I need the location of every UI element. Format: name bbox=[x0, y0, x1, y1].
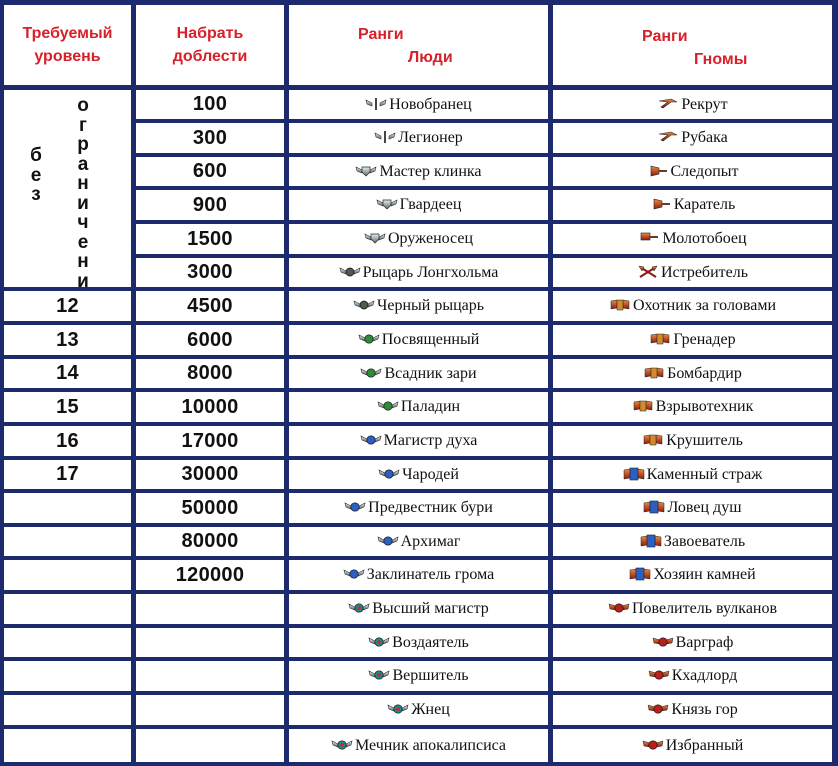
dwarf-rank-cell bbox=[553, 729, 832, 762]
gem-crest-icon bbox=[368, 668, 390, 682]
dwarf-rank-name: Бомбардир bbox=[667, 364, 742, 382]
valor-value: 6000 bbox=[187, 328, 233, 351]
dwarf-rank-cell bbox=[553, 493, 832, 523]
human-rank-name: Магистр духа bbox=[383, 432, 478, 449]
header-dwarves-line1: Ранги bbox=[642, 28, 688, 45]
tower-banner-icon bbox=[623, 467, 645, 481]
dwarf-rank-cell bbox=[553, 594, 832, 624]
tower-banner-icon bbox=[640, 534, 662, 548]
human-rank-name: Рыцарь Лонгхольма bbox=[362, 263, 499, 281]
human-rank-name: Всадник зари bbox=[384, 364, 477, 382]
valor-cell bbox=[136, 190, 284, 220]
winged-crest-icon bbox=[353, 298, 375, 312]
human-rank-name: Вершитель bbox=[392, 667, 469, 684]
human-rank-cell bbox=[289, 695, 548, 725]
level-value: 12 bbox=[56, 294, 79, 317]
pick-icon bbox=[657, 97, 679, 111]
level-cell bbox=[4, 359, 131, 388]
human-rank-cell bbox=[289, 426, 548, 456]
gem-crest-icon bbox=[387, 702, 409, 716]
green-crest-icon bbox=[360, 366, 382, 380]
dwarf-rank-name: Повелитель вулканов bbox=[631, 600, 778, 617]
dwarf-rank-name: Истребитель bbox=[660, 263, 749, 281]
dwarf-rank-name: Охотник за головами bbox=[632, 297, 777, 314]
dwarf-rank-name: Хозяин камней bbox=[653, 566, 756, 583]
level-value: 14 bbox=[56, 362, 79, 384]
dwarf-rank-cell bbox=[553, 392, 832, 422]
human-rank-name: Легионер bbox=[398, 129, 463, 146]
red-crest-icon bbox=[647, 702, 669, 716]
human-rank-name: Черный рыцарь bbox=[376, 297, 485, 314]
blue-crest-icon bbox=[377, 534, 399, 548]
winged-crest-icon bbox=[339, 265, 361, 279]
valor-cell bbox=[136, 392, 284, 422]
no-limit-word-1: б е з bbox=[30, 145, 42, 205]
valor-value: 50000 bbox=[181, 496, 239, 519]
dwarf-rank-name: Ловец душ bbox=[667, 499, 742, 516]
valor-cell bbox=[136, 123, 284, 153]
valor-value: 120000 bbox=[175, 563, 245, 586]
human-rank-cell bbox=[289, 628, 548, 657]
valor-value: 100 bbox=[192, 93, 228, 115]
level-cell bbox=[4, 325, 131, 355]
axe-icon bbox=[647, 164, 669, 178]
human-rank-name: Заклинатель грома bbox=[366, 566, 495, 583]
header-valor-line1: Набрать bbox=[176, 25, 244, 42]
dwarf-rank-cell bbox=[553, 527, 832, 556]
winged-shield-icon bbox=[376, 197, 398, 211]
valor-cell bbox=[136, 224, 284, 254]
header-valor-line2: доблести bbox=[172, 48, 248, 65]
human-rank-name: Воздаятель bbox=[392, 633, 469, 651]
valor-cell bbox=[136, 325, 284, 355]
red-crest-icon bbox=[608, 601, 630, 615]
hammer-icon bbox=[638, 231, 660, 245]
red-crest-icon bbox=[642, 738, 664, 752]
blue-crest-icon bbox=[360, 433, 382, 447]
valor-value: 3000 bbox=[187, 261, 233, 283]
level-cell bbox=[4, 493, 131, 523]
human-rank-cell bbox=[289, 493, 548, 523]
human-rank-cell bbox=[289, 594, 548, 624]
human-rank-name: Оруженосец bbox=[388, 230, 473, 247]
header-dwarves bbox=[553, 5, 832, 85]
human-rank-cell bbox=[289, 224, 548, 254]
level-cell bbox=[4, 392, 131, 422]
human-rank-name: Посвященный bbox=[381, 331, 480, 348]
dwarf-rank-cell bbox=[553, 460, 832, 489]
dwarf-rank-name: Взрывотехник bbox=[655, 398, 754, 415]
human-rank-cell bbox=[289, 560, 548, 590]
dwarf-rank-cell bbox=[553, 224, 832, 254]
blue-crest-icon bbox=[343, 567, 365, 581]
valor-value: 30000 bbox=[181, 463, 239, 485]
human-rank-cell bbox=[289, 392, 548, 422]
valor-cell bbox=[136, 258, 284, 287]
valor-value: 600 bbox=[192, 160, 228, 182]
dwarf-rank-cell bbox=[553, 359, 832, 388]
valor-cell bbox=[136, 527, 284, 556]
dwarf-rank-cell bbox=[553, 90, 832, 119]
level-cell bbox=[4, 560, 131, 590]
valor-cell bbox=[136, 157, 284, 186]
no-limit-word-2: о г р а н и ч е н и bbox=[77, 95, 89, 292]
valor-value: 1500 bbox=[187, 227, 233, 250]
human-rank-cell bbox=[289, 661, 548, 691]
human-rank-cell bbox=[289, 190, 548, 220]
dwarf-rank-cell bbox=[553, 426, 832, 456]
banner-icon bbox=[609, 298, 631, 312]
dwarf-rank-cell bbox=[553, 190, 832, 220]
gem-crest-icon bbox=[348, 601, 370, 615]
human-rank-cell bbox=[289, 325, 548, 355]
dwarf-rank-cell bbox=[553, 661, 832, 691]
level-cell bbox=[4, 527, 131, 556]
dwarf-rank-name: Кхадлорд bbox=[671, 667, 738, 684]
red-crest-icon bbox=[652, 635, 674, 649]
level-merged-no-limit bbox=[4, 90, 131, 292]
valor-value: 4500 bbox=[187, 294, 233, 317]
dwarf-rank-cell bbox=[553, 695, 832, 725]
dwarf-rank-cell bbox=[553, 560, 832, 590]
dwarf-rank-name: Рубака bbox=[681, 129, 728, 146]
dwarf-rank-name: Завоеватель bbox=[663, 532, 746, 550]
dwarf-rank-cell bbox=[553, 628, 832, 657]
crossed-axes-icon bbox=[637, 265, 659, 279]
valor-cell bbox=[136, 359, 284, 388]
valor-value: 80000 bbox=[181, 530, 239, 552]
dwarf-rank-name: Крушитель bbox=[666, 432, 743, 449]
human-rank-name: Высший магистр bbox=[372, 600, 489, 617]
dwarf-rank-name: Избранный bbox=[665, 736, 744, 754]
header-humans-line1: Ранги bbox=[358, 26, 404, 43]
blue-crest-icon bbox=[378, 467, 400, 481]
winged-shield-icon bbox=[364, 231, 386, 245]
human-rank-name: Чародей bbox=[402, 465, 459, 483]
valor-cell bbox=[136, 560, 284, 590]
valor-cell bbox=[136, 695, 284, 725]
valor-value: 300 bbox=[192, 126, 228, 149]
human-rank-cell bbox=[289, 527, 548, 556]
header-humans bbox=[289, 5, 548, 85]
human-rank-cell bbox=[289, 258, 548, 287]
valor-cell bbox=[136, 426, 284, 456]
human-rank-name: Мечник апокалипсиса bbox=[354, 736, 507, 754]
blue-crest-icon bbox=[344, 500, 366, 514]
human-rank-name: Паладин bbox=[400, 398, 461, 415]
valor-cell bbox=[136, 661, 284, 691]
human-rank-name: Гвардеец bbox=[399, 196, 462, 213]
header-valor bbox=[136, 5, 284, 85]
valor-cell bbox=[136, 460, 284, 489]
valor-cell bbox=[136, 90, 284, 119]
human-rank-name: Новобранец bbox=[389, 95, 472, 113]
green-crest-icon bbox=[377, 399, 399, 413]
level-value: 13 bbox=[56, 328, 79, 351]
dwarf-rank-name: Каратель bbox=[673, 196, 736, 213]
human-rank-cell bbox=[289, 359, 548, 388]
human-rank-cell bbox=[289, 460, 548, 489]
dwarf-rank-name: Гренадер bbox=[673, 331, 736, 348]
human-rank-cell bbox=[289, 291, 548, 321]
human-rank-name: Архимаг bbox=[400, 532, 461, 550]
banner-icon bbox=[642, 433, 664, 447]
dwarf-rank-cell bbox=[553, 325, 832, 355]
human-rank-name: Жнец bbox=[411, 701, 450, 718]
header-level-line1: Требуемый bbox=[22, 25, 113, 42]
banner-icon bbox=[643, 366, 665, 380]
human-rank-cell bbox=[289, 157, 548, 186]
gem-crest-icon bbox=[368, 635, 390, 649]
valor-value: 10000 bbox=[181, 395, 239, 418]
human-rank-name: Мастер клинка bbox=[379, 162, 482, 180]
banner-icon bbox=[649, 332, 671, 346]
header-required-level bbox=[4, 5, 131, 85]
valor-cell bbox=[136, 291, 284, 321]
level-cell bbox=[4, 460, 131, 489]
tower-banner-icon bbox=[643, 500, 665, 514]
valor-value: 900 bbox=[192, 193, 228, 216]
human-rank-cell bbox=[289, 729, 548, 762]
red-crest-icon bbox=[648, 668, 670, 682]
tower-banner-icon bbox=[629, 567, 651, 581]
dwarf-rank-name: Каменный страж bbox=[646, 465, 763, 483]
level-cell bbox=[4, 729, 131, 762]
valor-cell bbox=[136, 729, 284, 762]
header-dwarves-line2: Гномы bbox=[694, 51, 748, 68]
dwarf-rank-name: Молотобоец bbox=[662, 230, 747, 247]
level-cell bbox=[4, 628, 131, 657]
winged-sword-icon bbox=[365, 97, 387, 111]
dwarf-rank-cell bbox=[553, 291, 832, 321]
level-cell bbox=[4, 426, 131, 456]
pick-icon bbox=[657, 130, 679, 144]
level-value: 15 bbox=[56, 395, 79, 418]
header-level-line2: уровень bbox=[34, 48, 101, 65]
dwarf-rank-name: Князь гор bbox=[671, 701, 738, 718]
dwarf-rank-name: Рекрут bbox=[681, 95, 728, 113]
level-value: 17 bbox=[56, 463, 79, 485]
winged-sword-icon bbox=[374, 130, 396, 144]
level-cell bbox=[4, 661, 131, 691]
valor-value: 17000 bbox=[181, 429, 239, 452]
winged-shield-icon bbox=[355, 164, 377, 178]
gem-crest-icon bbox=[331, 738, 353, 752]
human-rank-cell bbox=[289, 90, 548, 119]
axe-icon bbox=[650, 197, 672, 211]
level-cell bbox=[4, 291, 131, 321]
valor-cell bbox=[136, 594, 284, 624]
dwarf-rank-name: Следопыт bbox=[670, 162, 739, 180]
dwarf-rank-cell bbox=[553, 258, 832, 287]
level-cell bbox=[4, 695, 131, 725]
human-rank-name: Предвестник бури bbox=[368, 499, 493, 516]
valor-value: 8000 bbox=[187, 362, 233, 384]
green-crest-icon bbox=[358, 332, 380, 346]
level-cell bbox=[4, 594, 131, 624]
banner-icon bbox=[632, 399, 654, 413]
human-rank-cell bbox=[289, 123, 548, 153]
dwarf-rank-name: Варграф bbox=[675, 633, 734, 651]
dwarf-rank-cell bbox=[553, 157, 832, 186]
dwarf-rank-cell bbox=[553, 123, 832, 153]
valor-cell bbox=[136, 493, 284, 523]
level-value: 16 bbox=[56, 429, 79, 452]
header-humans-line2: Люди bbox=[408, 49, 453, 66]
valor-cell bbox=[136, 628, 284, 657]
